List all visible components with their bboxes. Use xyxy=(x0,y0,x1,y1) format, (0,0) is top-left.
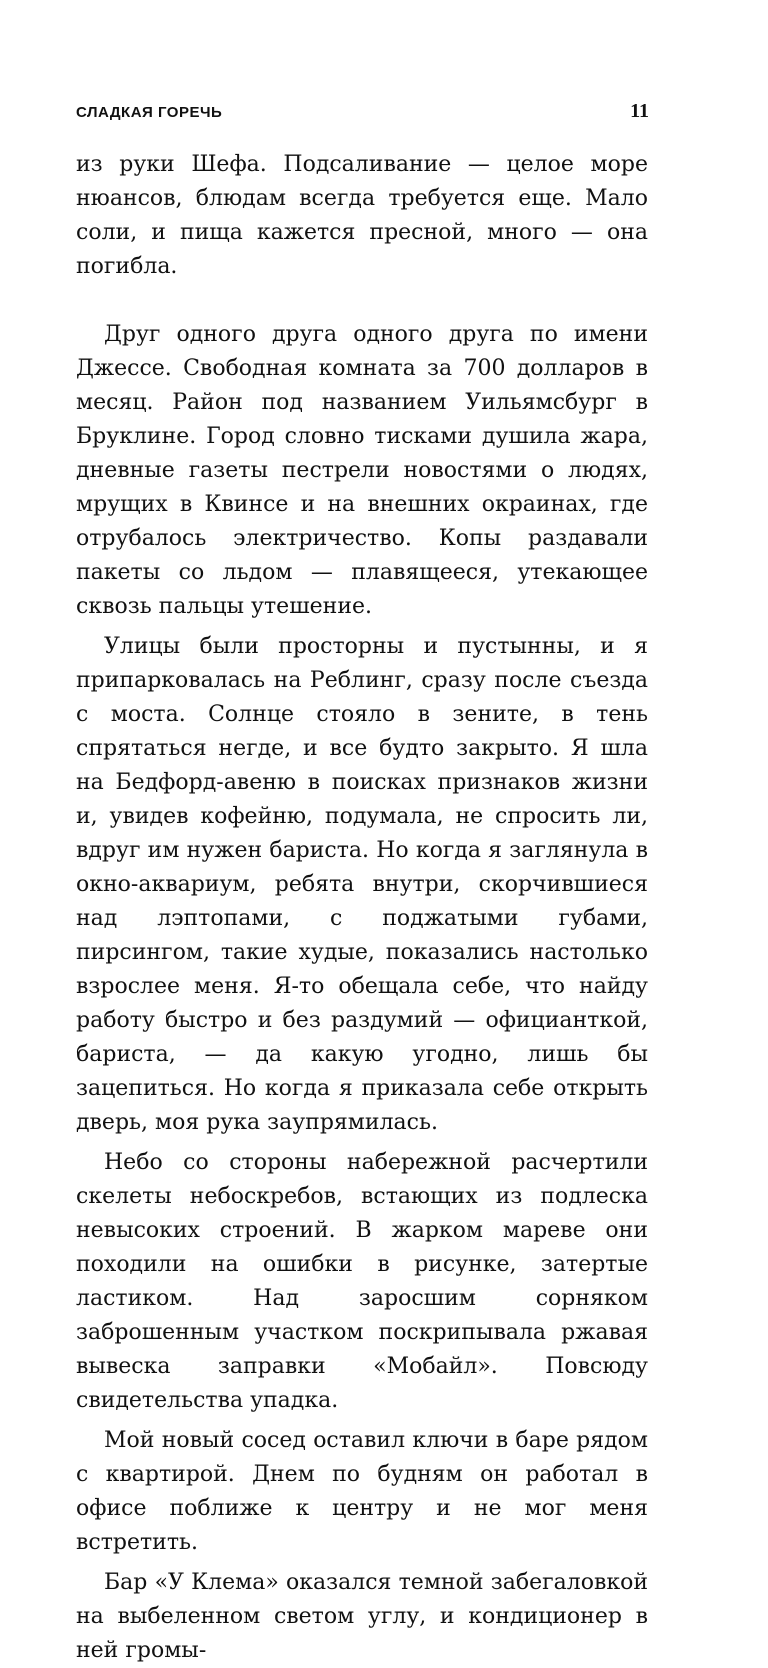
page-number: 11 xyxy=(630,100,649,122)
paragraph-1: из руки Шефа. Подсаливание — целое море нюансов, блюдам всегда требуется еще. Мало соли, и пища кажется пресной, много — она погибла. xyxy=(76,152,648,279)
body-text xyxy=(76,148,648,1668)
running-title: СЛАДКАЯ ГОРЕЧЬ xyxy=(76,104,223,121)
paragraph-3: Улицы были просторны и пустынны, и я припарковалась на Реблинг, сразу после съезда с моста. Солнце стояло в зените, в тень спрятаться негде, и все будто закрыто. Я шла на Бедфорд-авеню в поисках признаков жизни и, увидев кофейню, подумала, не спросить ли, вдруг им нужен бариста. Но когда я заглянула в окно-аквариум, ребята внутри, скорчившиеся над лэптопами, с поджатыми губами, пирсингом, такие худые, показались настолько взрослее меня. Я-то обещала себе, что найду работу быстро и без раздумий — официанткой, бариста, — да какую угодно, лишь бы зацепиться. Но когда я приказала себе открыть дверь, моя рука заупрямилась. xyxy=(76,634,648,1135)
paragraph-5: Мой новый сосед оставил ключи в баре рядом с квартирой. Днем по будням он работал в офисе поближе к центру и не мог меня встретить. xyxy=(76,1428,648,1555)
paragraph-6: Бар «У Клема» оказался темной забегаловкой на выбеленном светом углу, и кондиционер в ней громы- xyxy=(76,1570,648,1663)
paragraph-2: Друг одного друга одного друга по имени Джессе. Свободная комната за 700 долларов в месяц. Район под названием Уильямсбург в Бруклине. Город словно тисками душила жара, дневные газеты пестрели новостями о людях, мрущих в Квинсе и на внешних окраинах, где отрубалось электричество. Копы раздавали пакеты со льдом — плавящееся, утекающее сквозь пальцы утешение. xyxy=(76,322,648,619)
page-header xyxy=(76,100,649,123)
paragraph-4: Небо со стороны набережной расчертили скелеты небоскребов, встающих из подлеска невысоких строений. В жарком мареве они походили на ошибки в рисунке, затертые ластиком. Над заросшим сорняком заброшенным участком поскрипывала ржавая вывеска заправки «Мобайл». Повсюду свидетельства упадка. xyxy=(76,1150,648,1413)
